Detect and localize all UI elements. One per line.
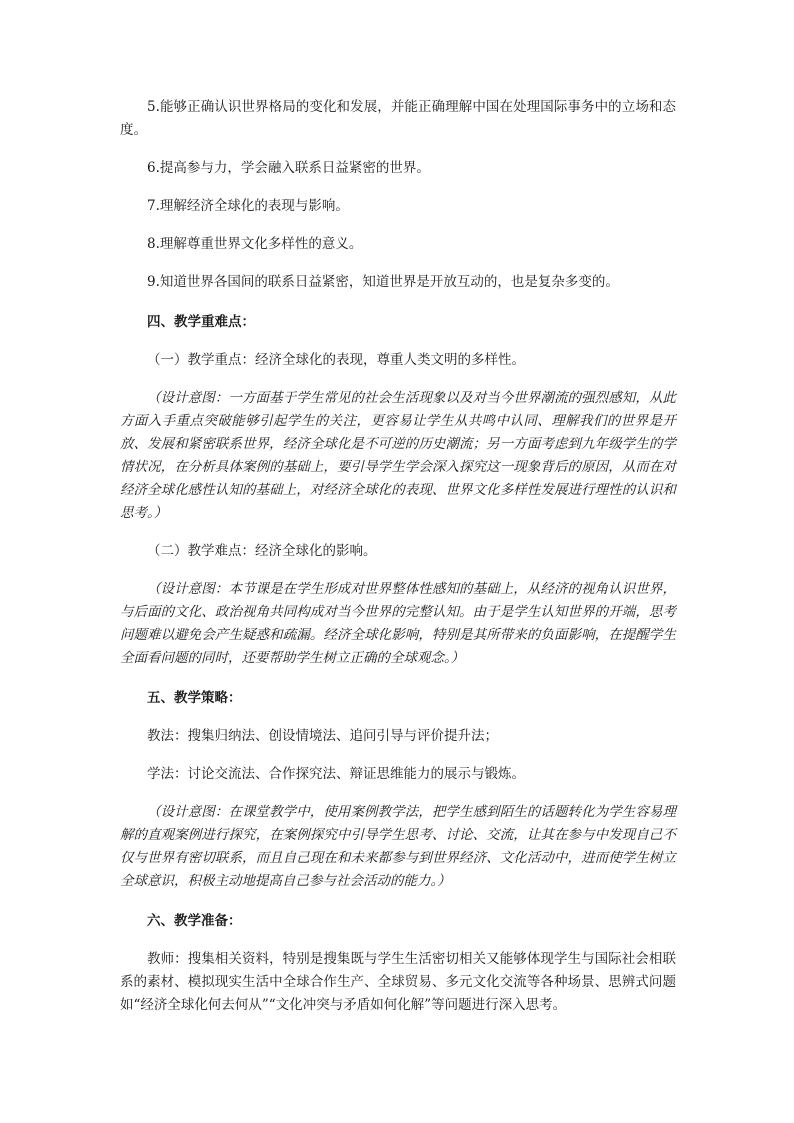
teaching-method: 教法：搜集归纳法、创设情境法、追问引导与评价提升法； (147, 728, 498, 744)
section-5-heading: 五、教学策略： (147, 690, 242, 706)
teacher-preparation: 教师：搜集相关资料，特别是搜集既与学生生活密切相关又能够体现学生与国际社会相联系的素材、模拟现实生活中全球合作生产、全球贸易、多元文化交流等各种场景、思辨式问题如“经济全球化何去何从”“文化冲突与矛盾如何化解”等问题进行深入思考。 (120, 951, 676, 1013)
key-point: （一）教学重点：经济全球化的表现，尊重人类文明的多样性。 (147, 352, 525, 368)
difficulty-design-note: （设计意图：本节课是在学生形成对世界整体性感知的基础上，从经济的视角认识世界，与后面的文化、政治视角共同构成对当今世界的完整认知。由于是学生认知世界的开端，思考问题难以避免会产生疑惑和疏漏。经济全球化影响，特别是其所带来的负面影响，在提醒学生全面看问题的同时，还要帮助学生树立正确的全球观念。） (120, 581, 676, 666)
objective-9: 9.知道世界各国间的联系日益紧密，知道世界是开放互动的，也是复杂多变的。 (147, 274, 619, 290)
document-body (120, 96, 676, 1017)
strategy-design-note: （设计意图：在课堂教学中，使用案例教学法，把学生感到陌生的话题转化为学生容易理解的直观案例进行探究，在案例探究中引导学生思考、讨论、交流，让其在参与中发现自己不仅与世界有密切联系，而且自己现在和未来都参与到世界经济、文化活动中，进而使学生树立全球意识，积极主动地提高自己参与社会活动的能力。） (120, 804, 676, 889)
learning-method: 学法：讨论交流法、合作探究法、辩证思维能力的展示与锻炼。 (147, 766, 525, 782)
objective-8: 8.理解尊重世界文化多样性的意义。 (147, 236, 363, 252)
key-point-design-note: （设计意图：一方面基于学生常见的社会生活现象以及对当今世界潮流的强烈感知，从此方面入手重点突破能够引起学生的关注，更容易让学生从共鸣中认同、理解我们的世界是开放、发展和紧密联系世界，经济全球化是不可逆的历史潮流；另一方面考虑到九年级学生的学情状况，在分析具体案例的基础上，要引导学生学会深入探究这一现象背后的原因，从而在对经济全球化感性认知的基础上，对经济全球化的表现、世界文化多样性发展进行理性的认识和思考。） (120, 390, 676, 521)
section-4-heading: 四、教学重难点： (147, 314, 255, 330)
objective-5: 5.能够正确认识世界格局的变化和发展，并能正确理解中国在处理国际事务中的立场和态度。 (120, 99, 676, 138)
objective-7: 7.理解经济全球化的表现与影响。 (147, 198, 349, 214)
objective-6: 6.提高参与力，学会融入联系日益紧密的世界。 (147, 160, 430, 176)
section-6-heading: 六、教学准备： (147, 913, 242, 929)
difficulty-point: （二）教学难点：经济全球化的影响。 (147, 543, 377, 559)
